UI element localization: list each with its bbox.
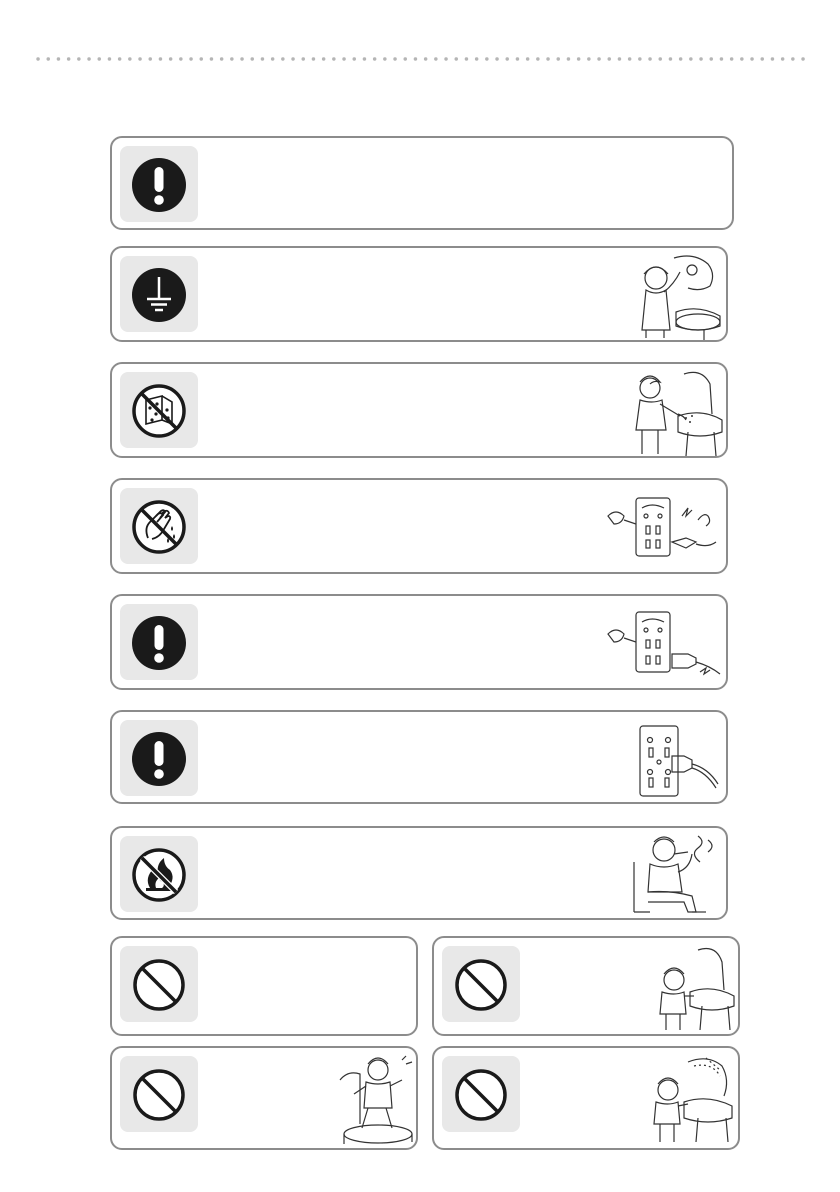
warning-card-2 (110, 246, 728, 342)
ground-icon (130, 266, 188, 324)
warning-card-8 (110, 936, 418, 1036)
dotted-divider (36, 54, 808, 64)
icon-box (442, 946, 520, 1022)
sparking-outlet-illustration (602, 486, 722, 570)
icon-box (120, 1056, 198, 1132)
boy-slamming-lid-illustration (648, 1052, 738, 1146)
icon-box (120, 488, 198, 564)
technician-installing-seat-illustration (634, 252, 724, 340)
warning-card-10 (110, 1046, 418, 1150)
icon-box (120, 372, 198, 448)
warning-card-6 (110, 710, 728, 804)
warning-card-3 (110, 362, 728, 458)
icon-box (120, 720, 198, 796)
outlet-and-cord-illustration (632, 716, 722, 800)
warning-card-9 (432, 936, 740, 1036)
warning-card-1 (110, 136, 734, 230)
icon-box (120, 836, 198, 912)
boy-standing-on-seat-illustration (330, 1052, 416, 1146)
mandatory-icon (130, 614, 188, 672)
warning-card-11 (432, 1046, 740, 1150)
warning-card-7 (110, 826, 728, 920)
warning-card-4 (110, 478, 728, 574)
mandatory-icon (130, 156, 188, 214)
warning-card-5 (110, 594, 728, 690)
boy-touching-lid-illustration (654, 944, 736, 1032)
prohibited-icon (452, 1066, 510, 1124)
no-water-spray-icon (130, 382, 188, 440)
icon-box (442, 1056, 520, 1132)
woman-cleaning-seat-illustration (632, 368, 724, 456)
no-fire-icon (130, 846, 188, 904)
prohibited-icon (452, 956, 510, 1014)
plug-in-outlet-illustration (600, 602, 722, 686)
icon-box (120, 256, 198, 332)
no-wet-hands-icon (130, 498, 188, 556)
icon-box (120, 946, 198, 1022)
prohibited-icon (130, 956, 188, 1014)
prohibited-icon (130, 1066, 188, 1124)
man-smoking-on-seat-illustration (628, 832, 722, 920)
mandatory-icon (130, 730, 188, 788)
icon-box (120, 604, 198, 680)
icon-box (120, 146, 198, 222)
